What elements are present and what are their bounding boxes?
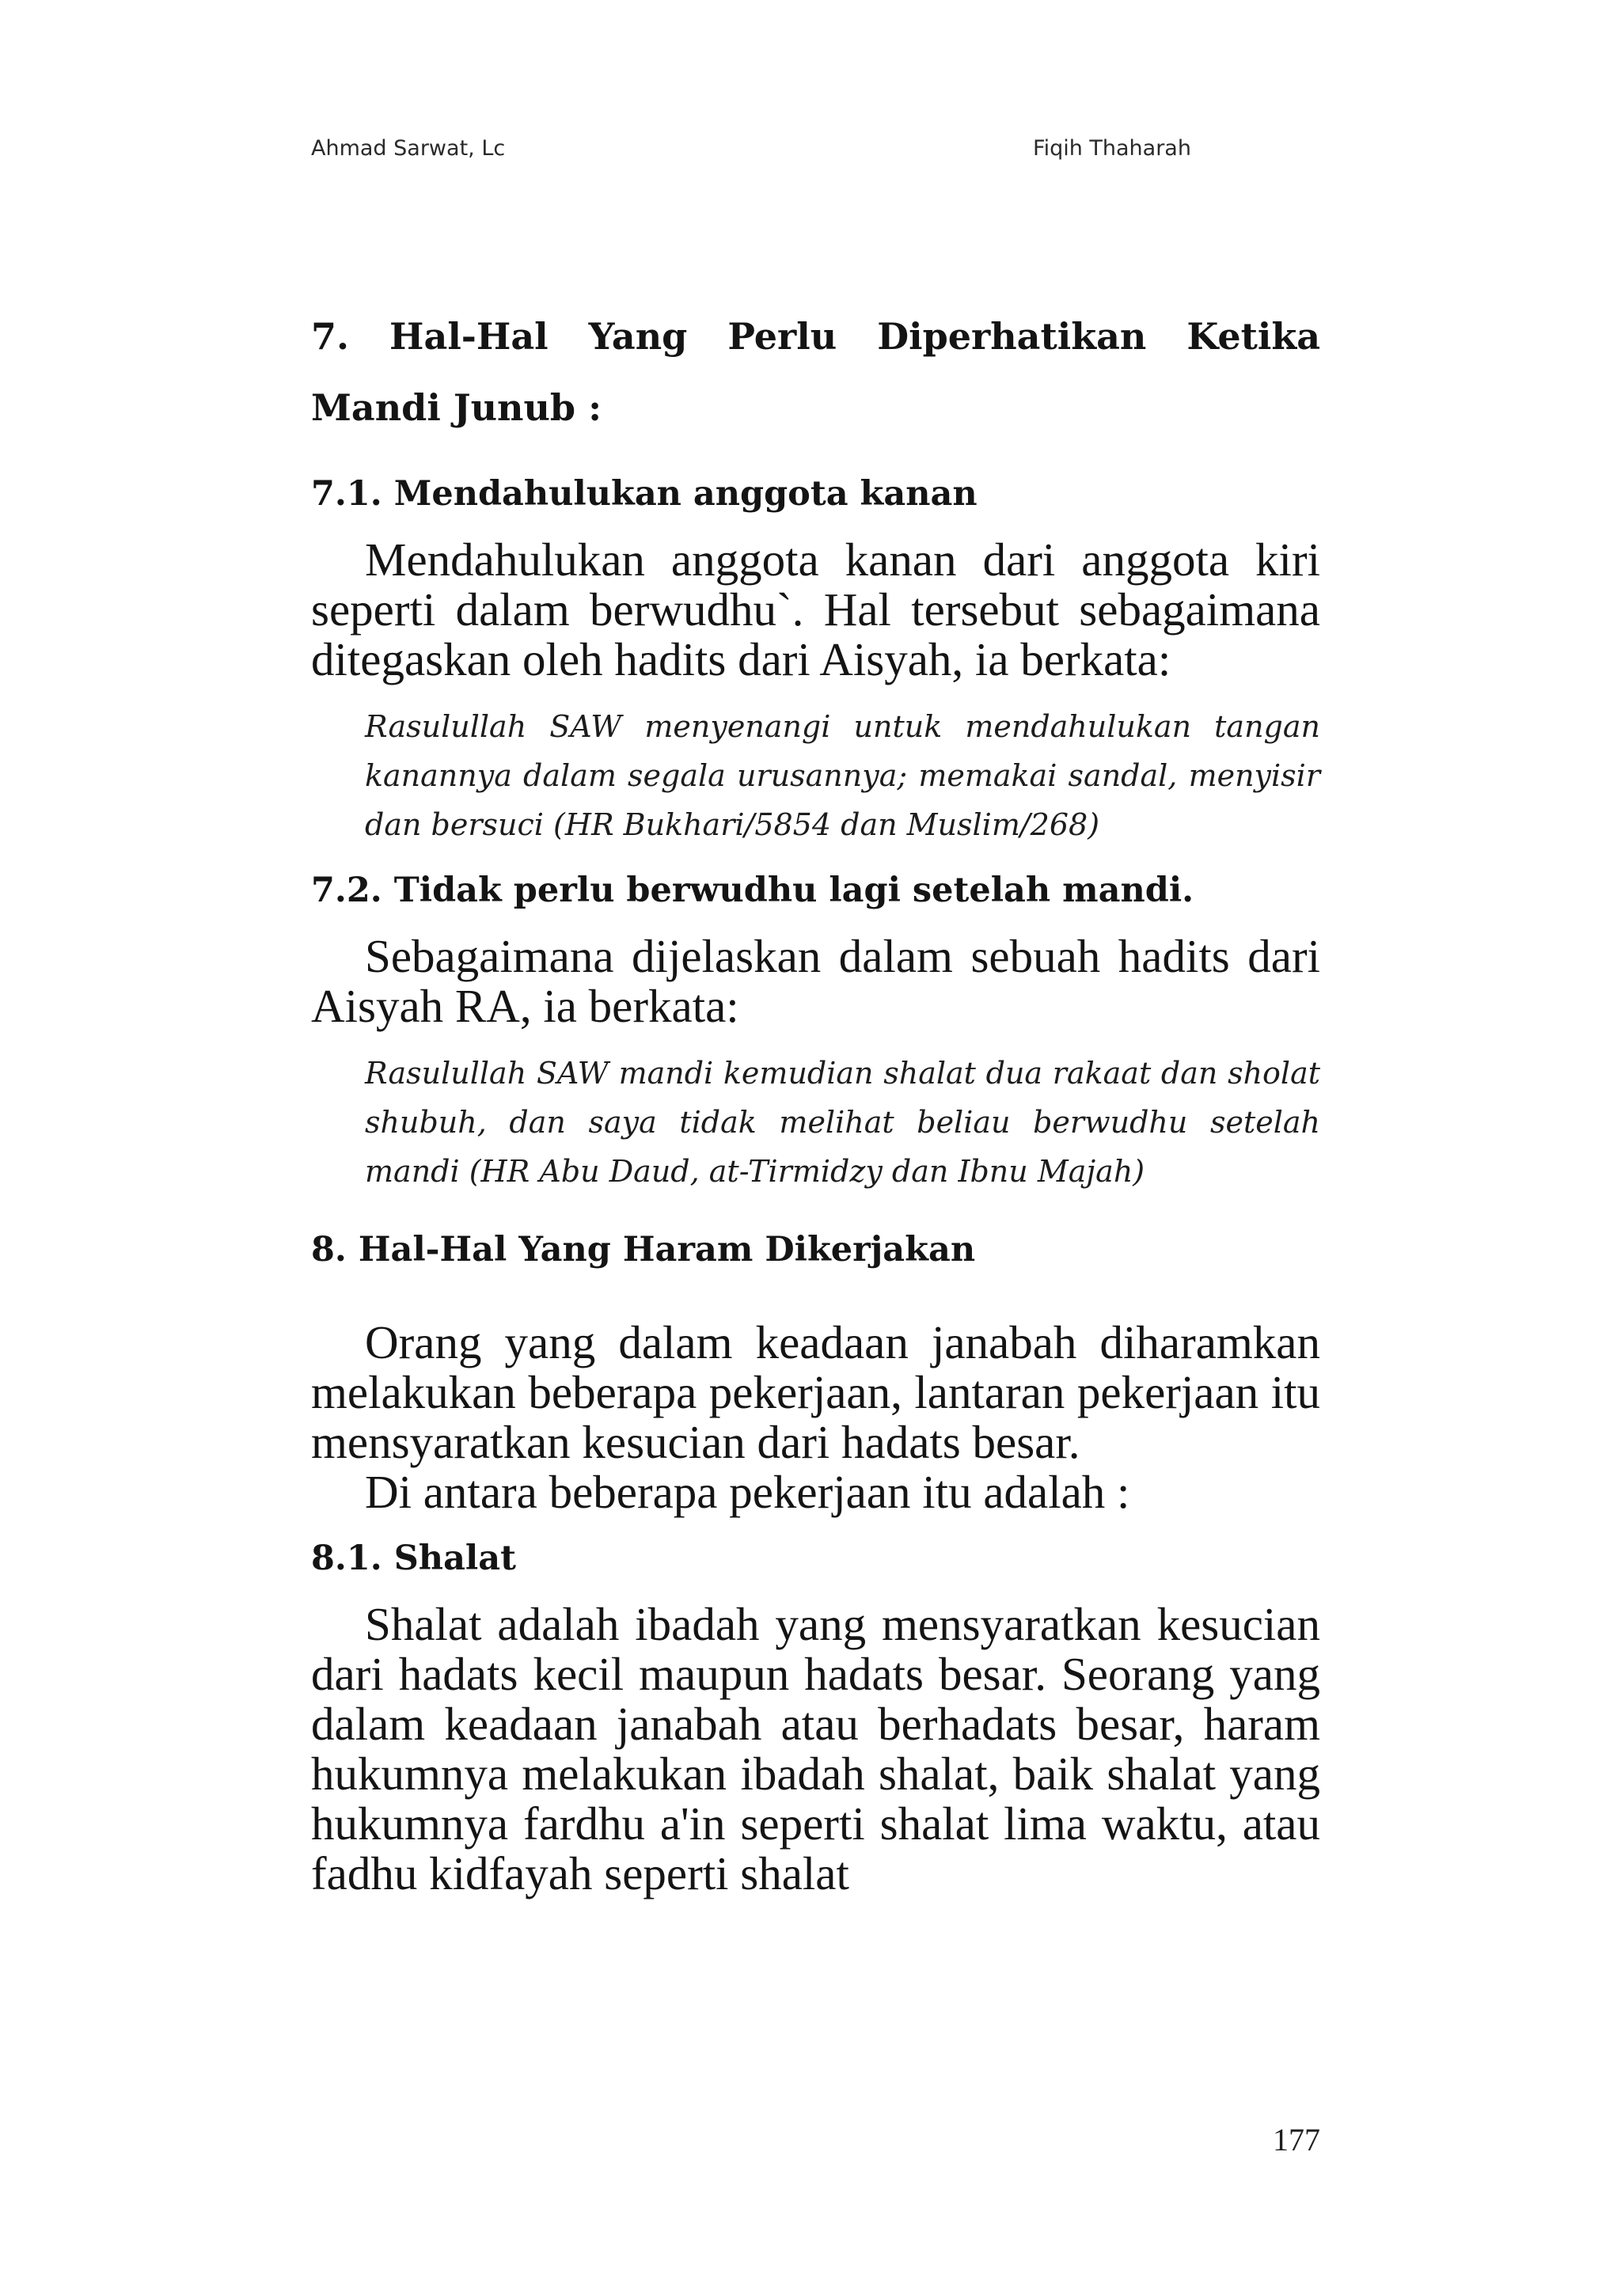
- section-8-title: 8. Hal-Hal Yang Haram Dikerjakan: [311, 1230, 976, 1269]
- hadith-quote-bukhari: Rasulullah SAW menyenangi untuk mendahulukan tangan kanannya dalam segala urusannya; memakai sandal, menyisir dan bersuci (HR Bukhari/5854 dan Muslim/268): [365, 709, 1320, 842]
- section-8-1-title: 8.1. Shalat: [311, 1539, 516, 1578]
- section-7-2-paragraph: Sebagaimana dijelaskan dalam sebuah hadits dari Aisyah RA, ia berkata:: [311, 930, 1320, 1032]
- page-content: [311, 301, 1320, 1899]
- running-header: [311, 136, 1215, 168]
- section-7-title: 7. Hal-Hal Yang Perlu Diperhatikan Ketika Mandi Junub :: [311, 315, 1320, 429]
- hadith-quote-abu-daud: Rasulullah SAW mandi kemudian shalat dua rakaat dan sholat shubuh, dan saya tidak melihat beliau berwudhu setelah mandi (HR Abu Daud, at-Tirmidzy dan Ibnu Majah): [365, 1056, 1320, 1189]
- section-7-2-title: 7.2. Tidak perlu berwudhu lagi setelah mandi.: [311, 871, 1194, 910]
- section-7-1-paragraph: Mendahulukan anggota kanan dari anggota kiri seperti dalam berwudhu`. Hal tersebut sebagaimana ditegaskan oleh hadits dari Aisyah, ia berkata:: [311, 533, 1320, 685]
- section-7-1-title: 7.1. Mendahulukan anggota kanan: [311, 474, 978, 514]
- page-number: 177: [1273, 2122, 1320, 2157]
- section-8-1-paragraph: Shalat adalah ibadah yang mensyaratkan kesucian dari hadats kecil maupun hadats besar. Seorang yang dalam keadaan janabah atau berhadats besar, haram hukumnya melakukan ibadah shalat, baik shalat yang hukumnya fardhu a'in seperti shalat lima waktu, atau fadhu kidfayah seperti shalat: [311, 1598, 1320, 1899]
- header-author: Ahmad Sarwat, Lc: [311, 136, 506, 161]
- section-8-paragraph-2: Di antara beberapa pekerjaan itu adalah :: [365, 1466, 1130, 1518]
- section-8-paragraph-1: Orang yang dalam keadaan janabah diharamkan melakukan beberapa pekerjaan, lantaran pekerjaan itu mensyaratkan kesucian dari hadats besar.: [311, 1316, 1320, 1468]
- header-book-title: Fiqih Thaharah: [1033, 136, 1191, 161]
